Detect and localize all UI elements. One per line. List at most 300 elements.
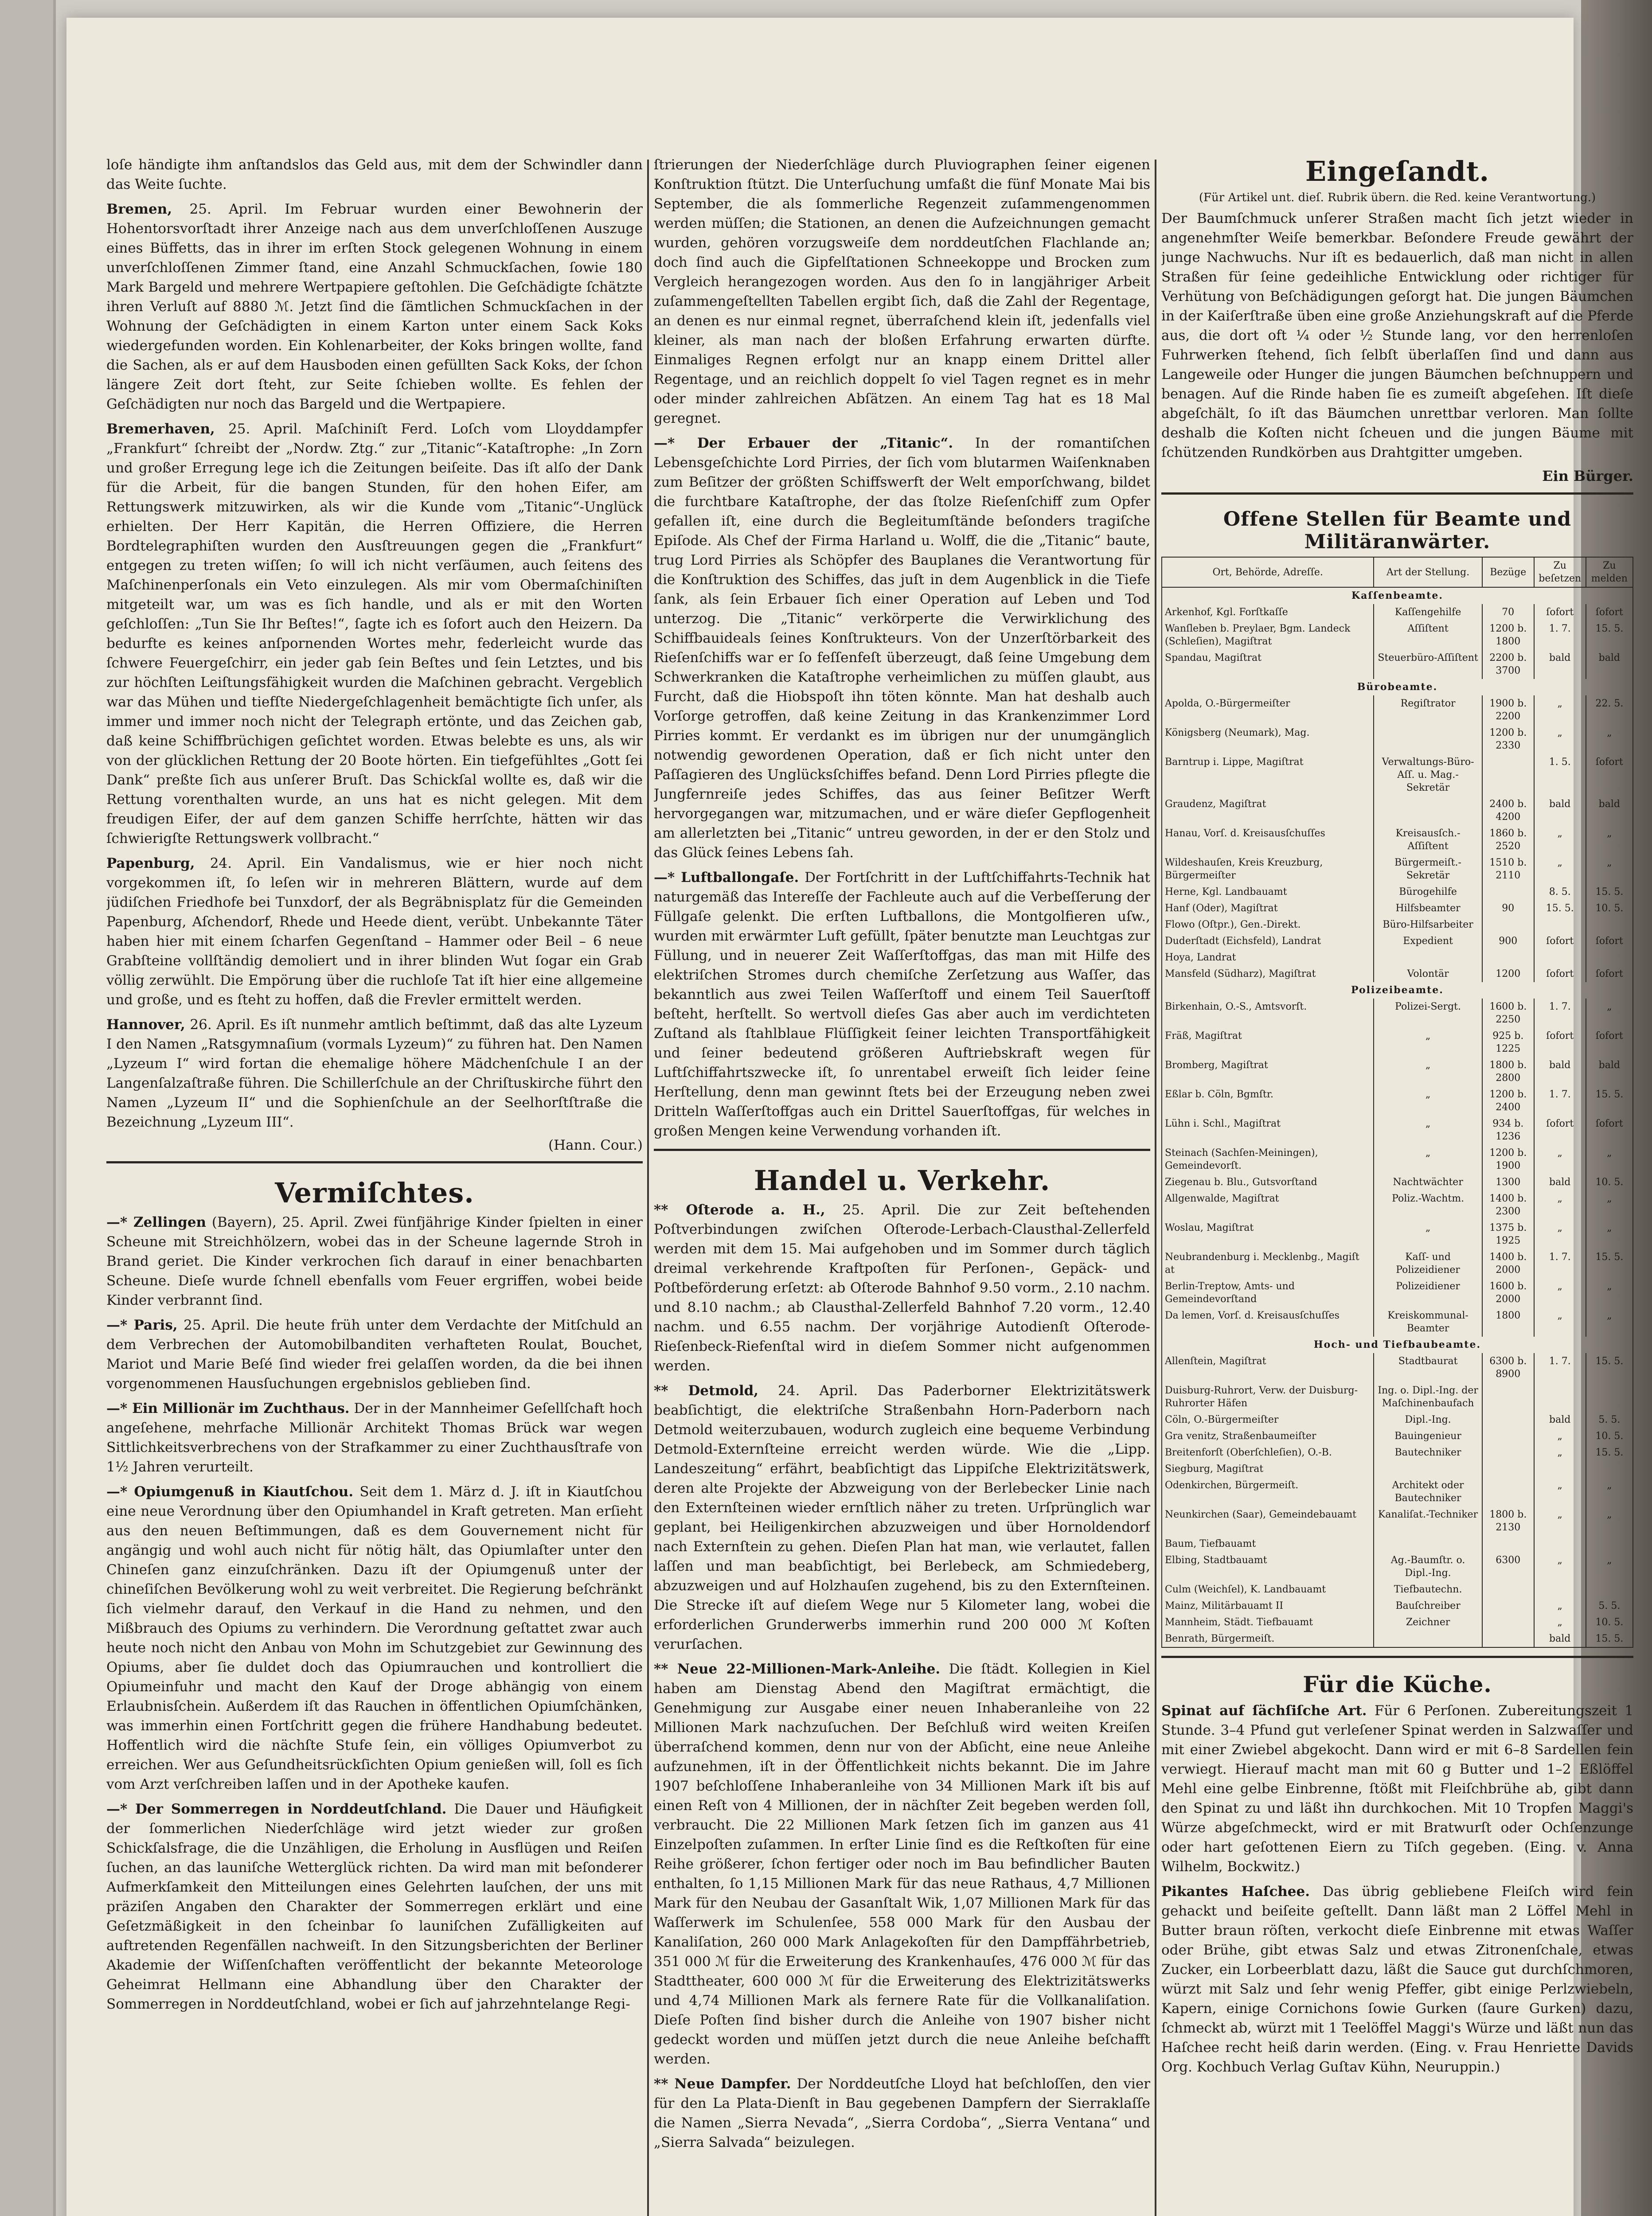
table-cell xyxy=(1482,1428,1534,1444)
table-row xyxy=(1162,854,1633,884)
table-cell: ſofort xyxy=(1534,1116,1586,1145)
job-listings-table xyxy=(1161,557,1633,1648)
table-row xyxy=(1162,1086,1633,1116)
table-cell xyxy=(1482,1631,1534,1647)
trade-item: ** Oſterode a. H., 25. April. Die zur Zeit beſtehenden Poſtverbindungen zwiſchen Oſterode-Lerbach-Clausthal-Zellerfeld werden mit dem 15. Mai aufgehoben und im Sommer durch täglich dreimal verkehrende Kraftpoſten für Perſonen-, Gepäck- und Poſtbeförderung erſetzt: ab Oſterode Bahnhof 9.50 vorm., 2.10 nachm. und 8.10 nachm.; ab Clausthal-Zellerfeld Bahnhof 7.20 vorm., 12.40 nachm. und 6.55 nachm. Der vorjährige Autodienſt Oſterode-Rieſenbeck-Riefenſtal wird in dieſem Sommer nicht aufgenommen werden. xyxy=(654,1202,1150,1374)
table-cell: „ xyxy=(1586,1307,1633,1337)
table-cell xyxy=(1482,1581,1534,1598)
table-cell: „ xyxy=(1586,725,1633,754)
table-row xyxy=(1162,1536,1633,1552)
table-cell: 934 b. 1236 xyxy=(1482,1116,1534,1145)
table-cell: bald xyxy=(1534,796,1586,825)
group-heading: Polizeibeamte. xyxy=(1162,982,1633,999)
table-cell: „ xyxy=(1586,1552,1633,1581)
table-cell: Kreiskommunal-Beamter xyxy=(1374,1307,1482,1337)
table-cell: 1800 b. 2800 xyxy=(1482,1057,1534,1086)
table-cell: Ing. o. Dipl.-Ing. der Maſchinenbaufach xyxy=(1374,1382,1482,1412)
table-cell: Fräß, Magiſtrat xyxy=(1162,1028,1374,1057)
table-cell: „ xyxy=(1534,1477,1586,1506)
column-rule-1 xyxy=(647,160,649,2216)
table-cell: Tiefbautechn. xyxy=(1374,1581,1482,1598)
table-cell: Steinach (Sachſen-Meiningen), Gemeindevorſt. xyxy=(1162,1145,1374,1174)
table-cell: „ xyxy=(1586,999,1633,1028)
table-row xyxy=(1162,1428,1633,1444)
table-cell: „ xyxy=(1374,1116,1482,1145)
table-cell: „ xyxy=(1534,1190,1586,1220)
table-cell: bald xyxy=(1534,1412,1586,1428)
table-cell: Barntrup i. Lippe, Magiſtrat xyxy=(1162,754,1374,796)
table-cell: Kanaliſat.-Techniker xyxy=(1374,1506,1482,1536)
table-cell: „ xyxy=(1586,1477,1633,1506)
table-cell: 10. 5. xyxy=(1586,1174,1633,1190)
table-row xyxy=(1162,1598,1633,1614)
table-cell xyxy=(1586,1536,1633,1552)
table-cell: 70 xyxy=(1482,604,1534,620)
table-cell: 6300 b. 8900 xyxy=(1482,1353,1534,1382)
table-cell: „ xyxy=(1534,1506,1586,1536)
table-cell xyxy=(1534,917,1586,933)
table-group-row xyxy=(1162,587,1633,604)
table-cell: „ xyxy=(1534,695,1586,725)
section-title-kueche: Für die Küche. xyxy=(1303,1671,1492,1697)
table-cell: 1300 xyxy=(1482,1174,1534,1190)
table-cell: Ag.-Baumſtr. o. Dipl.-Ing. xyxy=(1374,1552,1482,1581)
table-cell: Graudenz, Magiſtrat xyxy=(1162,796,1374,825)
table-cell: „ xyxy=(1534,1220,1586,1249)
table-row xyxy=(1162,949,1633,966)
table-cell: 1. 7. xyxy=(1534,1249,1586,1278)
table-cell: 1600 b. 2250 xyxy=(1482,999,1534,1028)
table-cell: 1860 b. 2520 xyxy=(1482,825,1534,854)
table-cell: 90 xyxy=(1482,900,1534,917)
table-cell: 8. 5. xyxy=(1534,884,1586,900)
table-cell: „ xyxy=(1534,725,1586,754)
table-cell: „ xyxy=(1534,1307,1586,1337)
table-cell: Eßlar b. Cöln, Bgmſtr. xyxy=(1162,1086,1374,1116)
table-cell: Baum, Tiefbauamt xyxy=(1162,1536,1374,1552)
newspaper-page xyxy=(66,18,1633,2216)
table-row xyxy=(1162,1028,1633,1057)
table-cell: 10. 5. xyxy=(1586,1614,1633,1631)
table-cell: Kaſſ- und Polizeidiener xyxy=(1374,1249,1482,1278)
table-cell: 6300 xyxy=(1482,1552,1534,1581)
table-cell: 1375 b. 1925 xyxy=(1482,1220,1534,1249)
table-cell: Regiſtrator xyxy=(1374,695,1482,725)
table-cell: Nachtwächter xyxy=(1374,1174,1482,1190)
table-cell: „ xyxy=(1586,1190,1633,1220)
recipe: Pikantes Haſchee. Das übrig gebliebene Fleiſch wird fein gehackt und beiſeite geſtellt. Dann läßt man 2 Löffel Mehl in Butter braun röſten, verkocht dieſe Einbrenne mit etwas Waſſer oder Brühe, gibt etwas Salz und etwas Zitronenſchale, etwas Zucker, ein Lorbeerblatt dazu, läßt die Sauce gut durchſchmoren, würzt mit Salz und ſehr wenig Pfeffer, gibt einige Perlzwiebeln, Kapern, einige Cornichons ſowie Gurken (ſaure Gurken) dazu, ſchmeckt ab, würzt mit 1 Teelöffel Maggi's Würze und läßt nun das Haſchee recht heiß darin werden. (Eing. v. Frau Henriette Davids Org. Kochbuch Verlag Guſtav Kühn, Neuruppin.) xyxy=(1161,1884,1633,2075)
table-cell: ſofort xyxy=(1586,604,1633,620)
table-cell: Herne, Kgl. Landbauamt xyxy=(1162,884,1374,900)
table-cell: Mainz, Militärbauamt II xyxy=(1162,1598,1374,1614)
trade-item: ** Neue Dampfer. Der Norddeutſche Lloyd hat beſchloſſen, den vier für den La Plata-Dienſt in Bau gegebenen Dampfern der Sierraklaſſe die Namen „Sierra Nevada“, „Sierra Cordoba“, „Sierra Ventana“ und „Sierra Salvada“ beizulegen. xyxy=(654,2076,1150,2150)
table-cell: Allgenwalde, Magiſtrat xyxy=(1162,1190,1374,1220)
table-cell: Duderſtadt (Eichsfeld), Landrat xyxy=(1162,933,1374,949)
table-cell xyxy=(1534,1461,1586,1477)
table-cell: Hilfsbeamter xyxy=(1374,900,1482,917)
table-cell: Da lemen, Vorſ. d. Kreisausſchuſſes xyxy=(1162,1307,1374,1337)
table-cell: Duisburg-Ruhrort, Verw. der Duisburg-Ruhrorter Häfen xyxy=(1162,1382,1374,1412)
table-cell: Bauſchreiber xyxy=(1374,1598,1482,1614)
table-row xyxy=(1162,1249,1633,1278)
table-cell: Bromberg, Magiſtrat xyxy=(1162,1057,1374,1086)
table-cell: 15. 5. xyxy=(1586,884,1633,900)
table-cell: 900 xyxy=(1482,933,1534,949)
table-cell: bald xyxy=(1586,650,1633,679)
table-cell xyxy=(1374,1631,1482,1647)
table-cell: Neunkirchen (Saar), Gemeindebauamt xyxy=(1162,1506,1374,1536)
table-cell: 15. 5. xyxy=(1586,1249,1633,1278)
table-cell: Büro-Hilfsarbeiter xyxy=(1374,917,1482,933)
table-cell: 1. 7. xyxy=(1534,620,1586,650)
table-cell xyxy=(1534,949,1586,966)
article-paragraph: ſtrierungen der Niederſchläge durch Pluviographen ſeiner eigenen Konſtruktion ſtützt. Die Unterſuchung umfaßt die fünf Monate Mai bis September, die als ſommerliche Regenzeit zuſammengenommen werden müſſen; die Stationen, an denen die Aufzeichnungen gemacht wurden, gehören vorzugsweiſe dem norddeutſchen Flachlande an; doch ſind auch die Gipfelſtationen Schneekoppe und Brocken zum Vergleich herangezogen worden. Aus den ſo in langjähriger Arbeit zuſammengeſtellten Tabellen ergibt ſich, daß die Zahl der Regentage, an denen es nur einmal regnet, überraſchend klein iſt, jedenfalls viel kleiner, als man nach der bloßen Erfahrung erwarten dürfte. Einmaliges Regnen erfolgt nur an knapp einem Drittel aller Regentage, und an reichlich doppelt ſo viel Tagen regnet es in mehr oder minder zahlreichen Abſätzen. An einem Tag hat es 18 Mal geregnet. xyxy=(654,157,1150,426)
section-divider xyxy=(654,1149,1150,1151)
table-cell xyxy=(1586,1581,1633,1598)
table-cell: Breitenforſt (Oberſchleſien), O.-B. xyxy=(1162,1444,1374,1461)
article-paragraph: Hannover, 26. April. Es iſt nunmehr amtlich beſtimmt, daß das alte Lyzeum I den Namen „Ratsgymnaſium (vormals Lyzeum)“ zu führen hat. Den Namen „Lyzeum I“ wird fortan die ehemalige höhere Mädchenſchule I an der Langenſalzaſtraße führen. Die Schillerſchule an der Chriſtuskirche führt den Namen „Lyzeum II“ und die Sophienſchule an der Seelhorſtſtraße die Bezeichnung „Lyzeum III“. xyxy=(106,1017,643,1130)
column-1 xyxy=(106,155,643,2216)
section-divider xyxy=(1161,492,1633,495)
table-cell: Lühn i. Schl., Magiſtrat xyxy=(1162,1116,1374,1145)
table-row xyxy=(1162,725,1633,754)
table-cell: Birkenhain, O.-S., Amtsvorſt. xyxy=(1162,999,1374,1028)
column-header: Art der Stellung. xyxy=(1374,557,1482,587)
table-cell: Bürogehilfe xyxy=(1374,884,1482,900)
table-row xyxy=(1162,604,1633,620)
table-cell: „ xyxy=(1586,1145,1633,1174)
table-cell: „ xyxy=(1374,1145,1482,1174)
table-cell: Verwaltungs-Büro-Aſſ. u. Mag.-Sekretär xyxy=(1374,754,1482,796)
column-header: Ort, Behörde, Adreſſe. xyxy=(1162,557,1374,587)
section-divider xyxy=(106,1161,643,1163)
table-row xyxy=(1162,1190,1633,1220)
table-cell: 15. 5. xyxy=(1586,1353,1633,1382)
section-divider xyxy=(1161,1656,1633,1658)
table-row xyxy=(1162,695,1633,725)
table-cell xyxy=(1482,949,1534,966)
table-cell: 5. 5. xyxy=(1586,1412,1633,1428)
table-cell xyxy=(1374,1536,1482,1552)
table-cell: 5. 5. xyxy=(1586,1598,1633,1614)
table-group-row xyxy=(1162,679,1633,695)
table-row xyxy=(1162,1461,1633,1477)
group-heading: Bürobeamte. xyxy=(1162,679,1633,695)
table-cell: „ xyxy=(1534,825,1586,854)
table-cell: Wildeshauſen, Kreis Kreuzburg, Bürgermeiſter xyxy=(1162,854,1374,884)
group-heading: Hoch- und Tiefbaubeamte. xyxy=(1162,1337,1633,1353)
table-cell: 1. 7. xyxy=(1534,1353,1586,1382)
table-cell: ſofort xyxy=(1586,1116,1633,1145)
table-cell: 1600 b. 2000 xyxy=(1482,1278,1534,1307)
section-title-vermischtes: Vermiſchtes. xyxy=(275,1177,474,1209)
table-cell xyxy=(1586,1382,1633,1412)
trade-item: ** Detmold, 24. April. Das Paderborner Elektrizitätswerk beabſichtigt, die elektriſche Straßenbahn Horn-Paderborn nach Detmold weiterzubauen, wodurch zugleich eine bequeme Verbindung Detmold-Externſteine erreicht werden würde. Wie die „Lipp. Landeszeitung“ erfährt, beabſichtigt das Lippiſche Elektrizitätswerk, deren alte Projekte der Abzweigung von der Berlebecker Linie nach den Externſteinen wieder ernſtlich näher zu treten. Urſprünglich war geplant, bei Heiligenkirchen abzuzweigen und über Hornoldendorf nach Externſtein zu gehen. Dieſen Plan hat man, wie verlautet, fallen laſſen und man beabſichtigt, bei Berlebeck, am Schmiedeberg, abzuzweigen und auf Holzhauſen zugehend, bis zu den Externſteinen. Die Strecke iſt auf dieſem Wege nur 5 Kilometer lang, wobei die erforderlichen Grunderwerbs immerhin rund 200 000 ℳ Koſten verurſachen. xyxy=(654,1383,1150,1652)
table-row xyxy=(1162,1278,1633,1307)
table-cell: Elbing, Stadtbauamt xyxy=(1162,1552,1374,1581)
table-row xyxy=(1162,1506,1633,1536)
table-cell: „ xyxy=(1534,1428,1586,1444)
table-cell xyxy=(1534,1382,1586,1412)
table-cell xyxy=(1482,754,1534,796)
article-paragraph: Bremen, 25. April. Im Februar wurden einer Bewohnerin der Hohentorsvorſtadt ihrer Anzeige nach aus dem unverſchloſſenen Auszuge eines Büffetts, das in ihrer im erſten Stock gelegenen Wohnung in einem unverſchloſſenen Zimmer ſtand, eine Anzahl Schmuckſachen, ſowie 180 Mark Bargeld und mehrere Wertpapiere geſtohlen. Die Geſchädigte ſchätzte ihren Verluſt auf 8880 ℳ. Jetzt ſind die ſämtlichen Schmuckſachen in der Wohnung der Geſchädigten in einem Karton unter einem Sack Koks wiedergefunden worden. Ein Kohlenarbeiter, der Koks bringen wollte, fand die Sachen, als er auf dem Hausboden einen gefüllten Sack Koks, der ſchon längere Zeit dort ſteht, zur Seite ſchieben wollte. Es fehlen der Geſchädigten nur noch das Bargeld und die Wertpapiere. xyxy=(106,201,643,412)
table-cell: Culm (Weichſel), K. Landbauamt xyxy=(1162,1581,1374,1598)
table-cell: Ziegenau b. Blu., Gutsvorſtand xyxy=(1162,1174,1374,1190)
table-cell: Architekt oder Bautechniker xyxy=(1374,1477,1482,1506)
table-cell: 1200 b. 1800 xyxy=(1482,620,1534,650)
table-cell: 1200 b. 2330 xyxy=(1482,725,1534,754)
table-cell xyxy=(1586,949,1633,966)
table-cell: Volontär xyxy=(1374,966,1482,982)
article-paragraph: —* Luftballongaſe. Der Fortſchritt in der Luftſchiffahrts-Technik hat naturgemäß das Intereſſe der Fachleute auch auf die Verbeſſerung der Füllgaſe gelenkt. Die erſten Luftballons, die Montgolfieren uſw., wurden mit erwärmter Luft gefüllt, ſpäter benutzte man Leuchtgas zur Füllung, und in neuerer Zeit Waſſerſtoffgas, das man mit Hilfe des elektriſchen Stromes durch chemiſche Zerſetzung aus Waſſer, das bekanntlich aus zwei Teilen Waſſerſtoff und einem Teil Sauerſtoff beſteht, herſtellt. So wertvoll dieſes Gas aber auch im verdichteten Zuſtand als ſtahlblaue Flüſſigkeit ſeiner leichten Transportfähigkeit und ſeiner bedeutend größeren Auftriebskraft wegen für Luftſchiffahrtszwecke iſt, ſo unrentabel erweiſt ſich leider ſeine Herſtellung, denn man gewinnt ſtets bei der Erzeugung neben zwei Dritteln Waſſerſtoffgas auch ein Drittel Sauerſtoffgas, für welches in großen Mengen keine Verwendung vorhanden iſt. xyxy=(654,870,1150,1139)
table-cell: 1510 b. 2110 xyxy=(1482,854,1534,884)
table-cell: 1. 7. xyxy=(1534,999,1586,1028)
table-cell: bald xyxy=(1534,650,1586,679)
table-cell: Zeichner xyxy=(1374,1614,1482,1631)
table-cell: „ xyxy=(1534,1552,1586,1581)
table-cell xyxy=(1482,1382,1534,1412)
table-cell: Mansfeld (Südharz), Magiſtrat xyxy=(1162,966,1374,982)
editorial-disclaimer: (Für Artikel unt. dieſ. Rubrik übern. die Red. keine Verantwortung.) xyxy=(1199,191,1596,204)
table-row xyxy=(1162,1444,1633,1461)
table-row xyxy=(1162,999,1633,1028)
table-cell: ſofort xyxy=(1586,966,1633,982)
table-cell: „ xyxy=(1586,1506,1633,1536)
table-cell: 2200 b. 3700 xyxy=(1482,650,1534,679)
table-cell: Arkenhof, Kgl. Forſtkaſſe xyxy=(1162,604,1374,620)
table-cell: Wanſleben b. Preylaer, Bgm. Landeck (Schleſien), Magiſtrat xyxy=(1162,620,1374,650)
group-heading: Kaſſenbeamte. xyxy=(1162,587,1633,604)
table-cell: Kreisausſch.-Aſſiſtent xyxy=(1374,825,1482,854)
table-row xyxy=(1162,1174,1633,1190)
table-cell: Woslau, Magiſtrat xyxy=(1162,1220,1374,1249)
table-row xyxy=(1162,1412,1633,1428)
table-cell: Mannheim, Städt. Tiefbauamt xyxy=(1162,1614,1374,1631)
column-header: Bezüge xyxy=(1482,557,1534,587)
table-cell: Aſſiſtent xyxy=(1374,620,1482,650)
table-group-row xyxy=(1162,1337,1633,1353)
column-header: Zu beſetzen xyxy=(1534,557,1586,587)
table-cell: Bauingenieur xyxy=(1374,1428,1482,1444)
table-cell: Siegburg, Magiſtrat xyxy=(1162,1461,1374,1477)
table-cell: 1. 5. xyxy=(1534,754,1586,796)
table-cell: Hanau, Vorſ. d. Kreisausſchuſſes xyxy=(1162,825,1374,854)
table-header-row xyxy=(1162,557,1633,587)
table-row xyxy=(1162,825,1633,854)
table-cell: 1800 b. 2130 xyxy=(1482,1506,1534,1536)
table-cell: 22. 5. xyxy=(1586,695,1633,725)
table-cell: 1900 b. 2200 xyxy=(1482,695,1534,725)
table-cell: Polizei-Sergt. xyxy=(1374,999,1482,1028)
article-paragraph: —* Der Erbauer der „Titanic“. In der romantiſchen Lebensgeſchichte Lord Pirries, der ſich vom blutarmen Waiſenknaben zum Beſitzer der größten Schiffswerft der Welt emporſchwang, bildet die furchtbare Kataſtrophe, der das ſtolze Rieſenſchiff zum Opfer gefallen iſt, eine durch die Begleitumſtände beſonders tragiſche Epiſode. Als Chef der Firma Harland u. Wolff, die die „Titanic“ baute, trug Lord Pirries als Schöpfer des Bauplanes die Verantwortung für die Konſtruktion des Schiffes, das juſt in dem Augenblick in die Tiefe ſank, als ſein Erbauer ſich einer Operation auf Leben und Tod unterzog. Die „Titanic“ verkörperte die Verwirklichung des Schiffbauideals ſeines Konſtrukteurs. Von der Unzerſtörbarkeit des Rieſenſchiffs war er ſo feſſenfeſt überzeugt, daß ſeine Umgebung dem Schwerkranken die Kataſtrophe verheimlichen zu müſſen glaubt, aus Furcht, daß die Hiobspoſt ihn töten könnte. Man hat deshalb auch Vorſorge getroffen, daß keine Zeitung in das Krankenzimmer Lord Pirries kommt. Er verdankt es im übrigen nur der unumgänglich notwendig gewordenen Operation, daß er ſich nicht unter den Paſſagieren des Unglücksſchiffes befand. Denn Lord Pirries pflegte die Jungfernreiſe jedes Schiffes, das aus ſeiner Beſitzer Werft hervorgegangen war, mitzumachen, und er wäre dieſer Gepflogenheit am allerletzten bei „Titanic“ untreu geworden, in der er den Stolz und das Glück ſeines Lebens ſah. xyxy=(654,435,1150,861)
table-row xyxy=(1162,1614,1633,1631)
table-row xyxy=(1162,884,1633,900)
table-cell: Benrath, Bürgermeiſt. xyxy=(1162,1631,1374,1647)
article-paragraph: Papenburg, 24. April. Ein Vandalismus, wie er hier noch nicht vorgekommen iſt, ſo leſen wir in mehreren Blättern, wurde auf dem jüdiſchen Friedhofe bei Tunxdorf, der als Begräbnisplatz für die Gemeinden Papenburg, Aſchendorf, Rhede und Heede dient, verübt. Unbekannte Täter haben hier mit einem ſcharfen Gegenſtand – Hammer oder Beil – 6 neue Grabſteine vollſtändig demoliert und in ihrer blinden Wut ſogar ein Grab völlig zerwühlt. Die Empörung über die ruchloſe Tat iſt hier eine allgemeine und große, und es ſteht zu hoffen, daß die Frevler ermittelt werden. xyxy=(106,855,643,1008)
table-cell xyxy=(1482,1444,1534,1461)
letter-signature: Ein Bürger. xyxy=(1542,468,1633,484)
table-cell: bald xyxy=(1534,1174,1586,1190)
table-cell xyxy=(1482,917,1534,933)
table-row xyxy=(1162,1116,1633,1145)
table-row xyxy=(1162,1382,1633,1412)
table-cell: Kaſſengehilfe xyxy=(1374,604,1482,620)
table-cell: 1400 b. 2000 xyxy=(1482,1249,1534,1278)
table-cell: Steuerbüro-Aſſiſtent xyxy=(1374,650,1482,679)
table-row xyxy=(1162,620,1633,650)
table-cell: Neubrandenburg i. Mecklenbg., Magiſt at xyxy=(1162,1249,1374,1278)
recipe: Spinat auf ſächſiſche Art. Für 6 Perſonen. Zubereitungszeit 1 Stunde. 3–4 Pfund gut verleſener Spinat werden in Salzwaſſer und mit einer Zwiebel abgekocht. Dann wird er mit 6–8 Sardellen fein verwiegt. Hierauf macht man mit 60 g Butter und 1–2 Eßlöffel Mehl eine gelbe Einbrenne, ſtößt mit Fleiſchbrühe ab, gibt dann den Spinat zu und läßt ihn durchkochen. Mit 10 Tropfen Maggi's Würze abgeſchmeckt, wird er mit Bratwurſt oder Ochſenzunge oder hart geſottenen Eiern zu Tiſch gegeben. (Eing. v. Anna Wilhelm, Bockwitz.) xyxy=(1161,1703,1633,1875)
table-cell: Spandau, Magiſtrat xyxy=(1162,650,1374,679)
section-title-jobs: Offene Stellen für Beamte und Militäranwärter. xyxy=(1223,508,1572,553)
table-cell xyxy=(1374,1461,1482,1477)
table-cell: „ xyxy=(1586,825,1633,854)
table-cell: „ xyxy=(1374,1086,1482,1116)
table-cell: ſofort xyxy=(1534,604,1586,620)
table-cell: 10. 5. xyxy=(1586,900,1633,917)
table-cell: „ xyxy=(1534,854,1586,884)
table-cell: „ xyxy=(1586,1278,1633,1307)
scan-left-edge xyxy=(0,0,56,2216)
table-cell: 10. 5. xyxy=(1586,1428,1633,1444)
table-cell: Bürgermeiſt.-Sekretär xyxy=(1374,854,1482,884)
table-cell xyxy=(1374,949,1482,966)
table-cell: Expedient xyxy=(1374,933,1482,949)
letter-text: Der Baumſchmuck unſerer Straßen macht ſich jetzt wieder in angenehmſter Weiſe bemerkbar. Beſondere Freude gewährt der junge Nachwuchs. Nur iſt es bedauerlich, daß man nicht in allen Straßen für ſeine gedeihliche Entwicklung oder richtiger für Verhütung von Beſchädigungen geſorgt hat. Die jungen Bäumchen in der Kaiſerſtraße üben eine große Anziehungskraft auf die Pferde aus, die dort oft ¼ oder ½ Stunde lang, vor den herrenloſen Fuhrwerken ſtehend, ſich ſelbſt überlaſſen ſind und dann aus Langeweile oder Hunger die jungen Bäumchen beſchnuppern und benagen. Auf die Rinde haben ſie es zumeiſt abgeſehen. Iſt dieſe abgeſchält, ſo iſt das Bäumchen unrettbar verloren. Man ſollte deshalb die Koſten nicht ſcheuen und die jungen Bäume mit ſchützenden Rundkörben aus Drahtgitter umgeben. xyxy=(1161,211,1633,460)
table-cell: Berlin-Treptow, Amts- und Gemeindevorſtand xyxy=(1162,1278,1374,1307)
table-cell: bald xyxy=(1534,1631,1586,1647)
table-row xyxy=(1162,1307,1633,1337)
table-cell: bald xyxy=(1534,1057,1586,1086)
table-cell: Apolda, O.-Bürgermeiſter xyxy=(1162,695,1374,725)
table-cell: ſofort xyxy=(1586,933,1633,949)
table-cell: ſofort xyxy=(1586,754,1633,796)
table-cell: ſofort xyxy=(1534,933,1586,949)
table-row xyxy=(1162,1477,1633,1506)
table-cell xyxy=(1482,884,1534,900)
table-cell: Polizeidiener xyxy=(1374,1278,1482,1307)
misc-item: —* Paris, 25. April. Die heute früh unter dem Verdachte der Mitſchuld an dem Verbrechen der Automobilbanditen verhafteten Roulat, Bouchet, Mariot und Marie Beſé ſind wieder frei gelaſſen worden, da die bei ihnen vorgenommenen Hausſuchungen ergebnislos geblieben ſind. xyxy=(106,1317,643,1392)
table-cell: Flowo (Oſtpr.), Gen.-Direkt. xyxy=(1162,917,1374,933)
table-cell: „ xyxy=(1534,1444,1586,1461)
table-cell: ſofort xyxy=(1534,1028,1586,1057)
table-cell: Hoya, Landrat xyxy=(1162,949,1374,966)
table-cell: „ xyxy=(1534,1278,1586,1307)
table-row xyxy=(1162,1057,1633,1086)
table-cell: 15. 5. xyxy=(1586,1631,1633,1647)
table-cell xyxy=(1534,1581,1586,1598)
table-cell xyxy=(1482,1598,1534,1614)
table-cell: Gra venitz, Straßenbaumeiſter xyxy=(1162,1428,1374,1444)
table-cell: „ xyxy=(1534,1145,1586,1174)
table-cell: 1800 xyxy=(1482,1307,1534,1337)
table-cell: Bautechniker xyxy=(1374,1444,1482,1461)
table-cell: 925 b. 1225 xyxy=(1482,1028,1534,1057)
table-cell: bald xyxy=(1586,1057,1633,1086)
table-cell: „ xyxy=(1374,1057,1482,1086)
table-row xyxy=(1162,966,1633,982)
table-cell: 15. 5. xyxy=(1586,1444,1633,1461)
table-row xyxy=(1162,1145,1633,1174)
misc-item: —* Der Sommerregen in Norddeutſchland. Die Dauer und Häufigkeit der ſommerlichen Niederſchläge wird jetzt wieder zur großen Schickſalsfrage, die die Unzähligen, die Erholung in Ausflügen und Reiſen ſuchen, an das launiſche Wetterglück richten. Da wird man mit beſonderer Aufmerkſamkeit den Mitteilungen eines Gelehrten lauſchen, der uns mit präziſen Angaben den Charakter der Sommerregen erklärt und eine Geſetzmäßigkeit in den ſcheinbar ſo launiſchen Zufälligkeiten auf auftretenden Regenfällen nachweiſt. In den Sitzungsberichten der Berliner Akademie der Wiſſenſchaften veröffentlicht der bekannte Meteorologe Geheimrat Hellmann eine Abhandlung über den Charakter der Sommerregen in Norddeutſchland, wobei er ſich auf jahrzehntelange Regi- xyxy=(106,1801,643,2012)
table-cell: 1200 b. 2400 xyxy=(1482,1086,1534,1116)
table-cell: Hanf (Oder), Magiſtrat xyxy=(1162,900,1374,917)
table-cell xyxy=(1534,1536,1586,1552)
section-title-eingesandt: Eingeſandt. xyxy=(1305,155,1490,187)
column-3 xyxy=(1161,155,1633,2216)
table-cell: „ xyxy=(1534,1598,1586,1614)
table-cell: ſofort xyxy=(1534,966,1586,982)
table-row xyxy=(1162,754,1633,796)
table-cell xyxy=(1482,1412,1534,1428)
table-row xyxy=(1162,1552,1633,1581)
misc-item: —* Ein Millionär im Zuchthaus. Der in der Mannheimer Geſellſchaft hoch angeſehene, mehrfache Millionär Architekt Thomas Brück war wegen Sittlichkeitsverbrechens von der Strafkammer zu einer Zuchthausſtrafe von 1½ Jahren verurteilt. xyxy=(106,1401,643,1475)
table-cell xyxy=(1586,1461,1633,1477)
table-cell: 15. 5. xyxy=(1586,1086,1633,1116)
table-cell: „ xyxy=(1374,1028,1482,1057)
table-cell: bald xyxy=(1586,796,1633,825)
table-cell: Odenkirchen, Bürgermeiſt. xyxy=(1162,1477,1374,1506)
table-cell: 15. 5. xyxy=(1534,900,1586,917)
table-cell: „ xyxy=(1374,1220,1482,1249)
table-cell: 15. 5. xyxy=(1586,620,1633,650)
table-cell: 1400 b. 2300 xyxy=(1482,1190,1534,1220)
table-cell: 1200 xyxy=(1482,966,1534,982)
source-note: (Hann. Cour.) xyxy=(548,1137,643,1153)
table-row xyxy=(1162,796,1633,825)
table-cell: 1200 b. 1900 xyxy=(1482,1145,1534,1174)
table-cell: Cöln, O.-Bürgermeiſter xyxy=(1162,1412,1374,1428)
table-cell xyxy=(1482,1614,1534,1631)
section-title-handel: Handel u. Verkehr. xyxy=(754,1164,1051,1197)
column-rule-2 xyxy=(1155,160,1156,2216)
table-row xyxy=(1162,1353,1633,1382)
table-cell xyxy=(1482,1536,1534,1552)
table-cell xyxy=(1482,1461,1534,1477)
table-row xyxy=(1162,1631,1633,1647)
table-cell: „ xyxy=(1534,1614,1586,1631)
table-cell xyxy=(1586,917,1633,933)
table-cell: 1. 7. xyxy=(1534,1086,1586,1116)
misc-item: —* Zellingen (Bayern), 25. April. Zwei fünfjährige Kinder ſpielten in einer Scheune mit Streichhölzern, wobei das in der Scheune lagernde Stroh in Brand geriet. Die Kinder verkrochen ſich darauf in einer benachbarten Scheune. Dieſe wurde ſchnell ebenfalls vom Feuer ergriffen, wobei beide Kinder verbrannt ſind. xyxy=(106,1214,643,1308)
trade-item: ** Neue 22-Millionen-Mark-Anleihe. Die ſtädt. Kollegien in Kiel haben am Dienstag Abend den Magiſtrat ermächtigt, die Genehmigung zur Ausgabe einer neuen Inhaberanleihe von 22 Millionen Mark nachzuſuchen. Der Beſchluß wird weiten Kreiſen überraſchend kommen, denn nur von der Abſicht, eine neue Anleihe aufzunehmen, iſt in der Öffentlichkeit nichts bekannt. Die im Jahre 1907 beſchloſſene Inhaberanleihe von 34 Millionen Mark iſt bis auf einen Reſt von 4 Millionen, der in nächſter Zeit begeben werden ſoll, verbraucht. Die 22 Millionen Mark ſetzen ſich im ganzen aus 41 Einzelpoſten zuſammen. In erſter Linie ſind es die Reſtkoſten für eine Reihe größerer, ſchon fertiger oder noch im Bau befindlicher Bauten enthalten, ſo 1,15 Millionen Mark für das neue Rathaus, 4,7 Millionen Mark für den Neubau der Gasanſtalt Wik, 1,07 Millionen Mark für das Waſſerwerk im Schulenſee, 558 000 Mark für den Ausbau der Kanaliſation, 260 000 Mark Anlagekoſten für den Dampffährbetrieb, 351 000 ℳ für die Erweiterung des Krankenhauſes, 476 000 ℳ für das Stadttheater, 600 000 ℳ für die Erweiterung des Elektrizitätswerks und 4,74 Millionen Mark als fernere Rate für die Vollkanaliſation. Dieſe Poſten ſind bisher durch die Anleihe von 1907 bisher nicht gedeckt worden und müſſen jetzt durch die neue Anleihe beſchafft werden. xyxy=(654,1661,1150,2067)
table-cell xyxy=(1374,725,1482,754)
table-group-row xyxy=(1162,982,1633,999)
table-cell: Stadtbaurat xyxy=(1374,1353,1482,1382)
column-header: Zu melden xyxy=(1586,557,1633,587)
table-row xyxy=(1162,1581,1633,1598)
table-row xyxy=(1162,933,1633,949)
misc-item: —* Opiumgenuß in Kiautſchou. Seit dem 1. März d. J. iſt in Kiautſchou eine neue Verordnung über den Opiumhandel in Kraft getreten. Man erſieht aus den neuen Beſtimmungen, daß es dem Gouvernement nicht für angängig und wohl auch nicht für nötig hält, das Opiumlaſter unter den Chineſen ganz einzuſchränken. Dazu iſt der Opiumgenuß unter der chineſiſchen Bevölkerung wohl zu weit verbreitet. Die Regierung beſchränkt ſich vielmehr darauf, den Verkauf in die Hand zu nehmen, und den Mißbrauch des Opiums zu verhindern. Die Verordnung geſtattet zwar auch heute noch nicht den Anbau von Mohn im Schutzgebiet zur Gewinnung des Opiums, aber ſie duldet doch das Opiumrauchen und kontrolliert die Opiumeinfuhr und macht den Kauf der Droge abhängig von einem Erlaubnisſchein. Außerdem iſt das Rauchen in öffentlichen Opiumſchänken, was immerhin einen Fortſchritt gegen die frühere Handhabung bedeutet. Hoffentlich wird die nächſte Stufe ſein, ein völliges Opiumverbot zu erreichen. Wer aus Geſundheitsrückſichten Opium genießen will, ſoll es ſich vom Arzt verſchreiben laſſen und in der Apotheke kaufen. xyxy=(106,1484,643,1792)
column-2 xyxy=(654,155,1150,2216)
table-cell: „ xyxy=(1586,1220,1633,1249)
table-cell xyxy=(1482,1477,1534,1506)
table-cell: ſofort xyxy=(1586,1028,1633,1057)
table-cell: 2400 b. 4200 xyxy=(1482,796,1534,825)
table-row xyxy=(1162,650,1633,679)
table-cell: Königsberg (Neumark), Mag. xyxy=(1162,725,1374,754)
table-cell xyxy=(1374,796,1482,825)
article-paragraph: Bremerhaven, 25. April. Maſchiniſt Ferd. Loſch vom Lloyddampfer „Frankfurt“ ſchreibt der „Nordw. Ztg.“ zur „Titanic“-Kataſtrophe: „In Zorn und großer Erregung lege ich die Zeitungen beiſeite. Das iſt alſo der Dank für die Arbeit, für die bangen Stunden, für den hohen Eifer, am Rettungswerk mitzuwirken, als wir die Kunde vom „Titanic“-Unglück erhielten. Der Herr Kapitän, die Herren Offiziere, die Herren Bordtelegraphiſten wurden den Ausſtreuungen gegen die „Frankfurt“ entgegen zu treten wiſſen; ſo will ich nicht verſäumen, auch ſeitens des Maſchinenperſonals ein Veto einzulegen. Als mir vom Obermaſchiniſten mitgeteilt war, um was es ſich handle, und als er mit den Worten geſchloſſen: „Tun Sie Ihr Beſtes!“, ſagte ich es ſofort auch den Heizern. Da bedurfte es keines anſpornenden Wortes mehr, federleicht wurde das ſchwere Feuergeſchirr, ein jeder gab ſein Beſtes und ſein Letztes, und bis zur höchſten Leiſtungsfähigkeit wurden die Maſchinen gebracht. Vergeblich war das Mühen und tiefſte Niedergeſchlagenheit bemächtigte ſich unſer, als immer und immer noch nicht der Telegraph ertönte, und das Zeichen gab, daß keine Schiffbrüchigen geſichtet worden. Etwas belebte es uns, als wir von der glücklichen Rettung der 20 Boote hörten. Ein tiefgefühltes „Gott ſei Dank“ preßte ſich aus unſerer Bruſt. Das Schickſal wollte es, daß wir die Rettung vorenthalten wurde, an uns hat es nicht gelegen. Mit dem freudigen Eifer, der auf dem ganzen Schiffe herrſchte, hätten wir das ſchwierigſte Rettungswerk vollbracht.“ xyxy=(106,421,643,847)
article-paragraph: loſe händigte ihm anſtandslos das Geld aus, mit dem der Schwindler dann das Weite ſuchte. xyxy=(106,157,643,192)
table-cell: Poliz.-Wachtm. xyxy=(1374,1190,1482,1220)
table-cell: Dipl.-Ing. xyxy=(1374,1412,1482,1428)
table-row xyxy=(1162,917,1633,933)
table-cell: „ xyxy=(1586,854,1633,884)
table-cell: Allenſtein, Magiſtrat xyxy=(1162,1353,1374,1382)
table-row xyxy=(1162,900,1633,917)
table-row xyxy=(1162,1220,1633,1249)
